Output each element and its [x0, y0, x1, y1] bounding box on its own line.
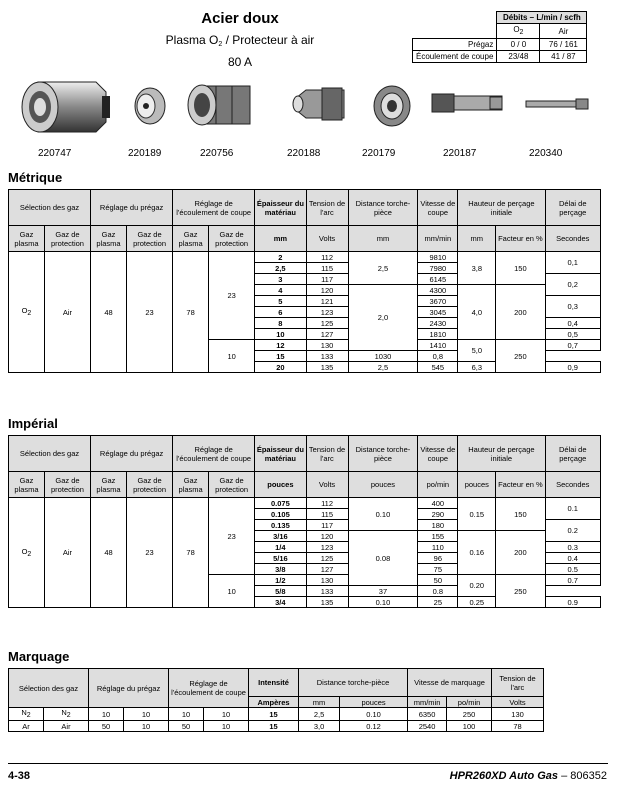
flow-col-o2-text: O [513, 25, 520, 34]
delay-cell: 0,4 [545, 318, 600, 329]
section-metric-title: Métrique [8, 170, 63, 185]
flow-cell: 23/48 [497, 51, 540, 63]
sub-unit: pouces [458, 472, 496, 498]
cell: 10 [169, 708, 204, 721]
height-cell: 0.25 [458, 597, 496, 608]
voltage-cell: 117 [306, 520, 348, 531]
voltage-cell: 133 [306, 351, 348, 362]
distance-cell: 0.10 [348, 498, 418, 531]
cell: 0.12 [340, 721, 408, 732]
cell: 10 [89, 708, 124, 721]
page-title: Acier doux [201, 10, 279, 27]
sub-gpr: Gaz de protection [126, 226, 172, 252]
swirl-ring-icon [370, 84, 414, 128]
thickness-cell: 1/2 [255, 575, 306, 586]
preflow-plasma: 48 [91, 252, 127, 373]
section-imperial-title: Impérial [8, 416, 58, 431]
hdr-gas-selection: Sélection des gaz [9, 669, 89, 708]
sub-unit: Secondes [545, 472, 600, 498]
part-number: 220188 [287, 148, 321, 159]
hdr-thickness: Épaisseur du matériau [255, 436, 306, 472]
cell: 15 [249, 721, 299, 732]
cell: 50 [89, 721, 124, 732]
flow-blank2 [413, 24, 497, 39]
voltage-cell: 112 [306, 252, 348, 263]
cutflow-shield: 23 [209, 252, 255, 340]
gas-plasma [9, 498, 45, 608]
gas-sub: 2 [26, 712, 31, 719]
hdr-cut-speed: Vitesse de coupe [418, 190, 458, 226]
voltage-cell: 130 [306, 575, 348, 586]
speed-cell: 25 [418, 597, 458, 608]
sub-unit: mm [458, 226, 496, 252]
thickness-cell: 0.105 [255, 509, 306, 520]
height-cell: 5,0 [458, 340, 496, 362]
hdr-preflow: Réglage du prégaz [89, 669, 169, 708]
sub-unit: Facteur en % [496, 472, 545, 498]
height-cell: 0.16 [458, 531, 496, 575]
flow-col-o2-sub: 2 [519, 29, 524, 36]
gas-plasma [9, 721, 44, 732]
doc-number: 806352 [570, 770, 607, 782]
sub-unit: po/min [418, 472, 458, 498]
metric-table [8, 189, 601, 373]
voltage-cell: 123 [306, 307, 348, 318]
part-number: 220747 [38, 148, 72, 159]
thickness-cell: 10 [255, 329, 306, 340]
cell: 2,5 [299, 708, 340, 721]
gas-shield [44, 721, 89, 732]
thickness-cell: 5/8 [255, 586, 306, 597]
thickness-cell: 0.075 [255, 498, 306, 509]
gas-shield: Air [44, 498, 90, 608]
flow-header: Débits – L/min / scfh [497, 12, 587, 24]
cell: 2540 [408, 721, 447, 732]
cell: 50 [169, 721, 204, 732]
gas-sub: 2 [27, 310, 32, 317]
thickness-cell: 2,5 [255, 263, 306, 274]
hdr-cutflow: Réglage de l'écoulement de coupe [173, 190, 255, 226]
thickness-cell: 5 [255, 296, 306, 307]
speed-cell: 4300 [418, 285, 458, 296]
document-reference [450, 770, 607, 782]
delay-cell: 0,7 [545, 340, 600, 351]
sub-gp: Gaz plasma [91, 472, 127, 498]
cell: 6350 [408, 708, 447, 721]
delay-cell: 0.2 [545, 520, 600, 542]
sub-unit: mm [255, 226, 306, 252]
sub-gp: Gaz plasma [9, 472, 45, 498]
sub-unit: Volts [492, 697, 544, 708]
speed-cell: 1030 [348, 351, 418, 362]
cell: 10 [124, 708, 169, 721]
gas-text: O [21, 546, 28, 556]
cutflow-shield: 10 [209, 575, 255, 608]
speed-cell: 290 [418, 509, 458, 520]
delay-cell: 0.5 [545, 564, 600, 575]
sub-gpr: Gaz de protection [126, 472, 172, 498]
sub-unit: Volts [306, 472, 348, 498]
factor-cell: 250 [496, 340, 545, 373]
voltage-cell: 130 [306, 340, 348, 351]
electrode-icon [428, 88, 506, 118]
gas-text: O [21, 306, 28, 315]
speed-cell: 75 [418, 564, 458, 575]
flow-row-label: Prégaz [413, 39, 497, 51]
hdr-amperage: Intensité [249, 669, 299, 697]
sub-gpr: Gaz de protection [209, 226, 255, 252]
speed-cell: 3670 [418, 296, 458, 307]
hdr-cut-speed: Vitesse de coupe [418, 436, 458, 472]
sub-gp: Gaz plasma [9, 226, 45, 252]
flow-rates-table [412, 11, 587, 63]
sub-unit: Facteur en % [496, 226, 545, 252]
cell: 0.10 [340, 708, 408, 721]
speed-cell: 50 [418, 575, 458, 586]
distance-cell: 0.08 [348, 531, 418, 586]
product-name: HPR260XD Auto Gas [449, 770, 559, 782]
part-number: 220756 [200, 148, 234, 159]
hdr-torch-distance: Distance torche-pièce [299, 669, 408, 697]
speed-cell: 1410 [418, 340, 458, 351]
thickness-cell: 1/4 [255, 542, 306, 553]
delay-cell: 0,5 [545, 329, 600, 340]
delay-cell: 0,9 [545, 362, 600, 373]
voltage-cell: 127 [306, 329, 348, 340]
cell: 250 [447, 708, 492, 721]
hdr-pierce-delay: Délai de perçage [545, 190, 600, 226]
distance-cell: 0.10 [348, 597, 418, 608]
hdr-thickness: Épaisseur du matériau [255, 190, 306, 226]
delay-cell: 0.3 [545, 542, 600, 553]
thickness-cell: 3 [255, 274, 306, 285]
gas-shield [44, 708, 89, 721]
delay-cell: 0.4 [545, 553, 600, 564]
voltage-cell: 127 [306, 564, 348, 575]
voltage-cell: 123 [306, 542, 348, 553]
process-shield: / Protecteur à air [222, 33, 315, 47]
hdr-pierce-delay: Délai de perçage [545, 436, 600, 472]
speed-cell: 6145 [418, 274, 458, 285]
shield-icon [132, 86, 168, 126]
flow-row-label: Écoulement de coupe [413, 51, 497, 63]
part-number: 220179 [362, 148, 396, 159]
hdr-torch-distance: Distance torche-pièce [348, 436, 418, 472]
delay-cell: 0.9 [545, 597, 600, 608]
hdr-arc-voltage: Tension de l'arc [306, 436, 348, 472]
cell: 10 [204, 721, 249, 732]
factor-cell: 250 [496, 575, 545, 608]
cell: 10 [204, 708, 249, 721]
voltage-cell: 115 [306, 509, 348, 520]
thickness-cell: 20 [255, 362, 306, 373]
hdr-marking-speed: Vitesse de marquage [408, 669, 492, 697]
speed-cell: 96 [418, 553, 458, 564]
hdr-cutflow: Réglage de l'écoulement de coupe [169, 669, 249, 708]
section-marking-title: Marquage [8, 649, 70, 664]
cell: 10 [124, 721, 169, 732]
hdr-torch-distance: Distance torche-pièce [348, 190, 418, 226]
thickness-cell: 3/4 [255, 597, 306, 608]
delay-cell: 0,2 [545, 274, 600, 296]
cell: 3,0 [299, 721, 340, 732]
height-cell: 4,0 [458, 285, 496, 340]
factor-cell: 150 [496, 252, 545, 285]
hdr-preflow: Réglage du prégaz [91, 436, 173, 472]
preflow-plasma: 48 [91, 498, 127, 608]
voltage-cell: 121 [306, 296, 348, 307]
voltage-cell: 133 [306, 586, 348, 597]
hdr-pierce-height: Hauteur de perçage initiale [458, 436, 545, 472]
speed-cell: 1810 [418, 329, 458, 340]
hdr-cutflow: Réglage de l'écoulement de coupe [173, 436, 255, 472]
cell: 78 [492, 721, 544, 732]
delay-cell: 0,8 [418, 351, 458, 362]
amperage: 80 A [227, 55, 253, 69]
sub-unit: mm/min [418, 226, 458, 252]
sub-gpr: Gaz de protection [209, 472, 255, 498]
sub-unit: Secondes [545, 226, 600, 252]
delay-cell: 0.8 [418, 586, 458, 597]
voltage-cell: 135 [306, 362, 348, 373]
sub-unit: pouces [348, 472, 418, 498]
cell: 130 [492, 708, 544, 721]
gas-plasma [9, 252, 45, 373]
distance-cell: 2,5 [348, 252, 418, 285]
speed-cell: 9810 [418, 252, 458, 263]
voltage-cell: 117 [306, 274, 348, 285]
delay-cell: 0.7 [545, 575, 600, 586]
cutflow-shield: 23 [209, 498, 255, 575]
water-tube-icon [522, 96, 592, 112]
part-number: 220340 [529, 148, 563, 159]
height-cell: 0.20 [458, 575, 496, 597]
process-gas: Plasma O [165, 33, 219, 47]
gas-text: Ar [22, 721, 30, 731]
flow-col-air: Air [540, 24, 587, 39]
flow-cell: 41 / 87 [540, 51, 587, 63]
thickness-cell: 2 [255, 252, 306, 263]
flow-cell: 0 / 0 [497, 39, 540, 51]
voltage-cell: 115 [306, 263, 348, 274]
speed-cell: 545 [418, 362, 458, 373]
voltage-cell: 120 [306, 531, 348, 542]
gas-sub: 2 [27, 550, 32, 558]
sub-gpr: Gaz de protection [44, 226, 90, 252]
voltage-cell: 135 [306, 597, 348, 608]
footer-divider [8, 763, 608, 764]
gas-shield: Air [44, 252, 90, 373]
flow-col-o2 [497, 24, 540, 39]
cell: 100 [447, 721, 492, 732]
flow-blank [413, 12, 497, 24]
factor-cell: 200 [496, 531, 545, 575]
sub-gp: Gaz plasma [91, 226, 127, 252]
speed-cell: 110 [418, 542, 458, 553]
speed-cell: 180 [418, 520, 458, 531]
voltage-cell: 112 [306, 498, 348, 509]
speed-cell: 2430 [418, 318, 458, 329]
hdr-arc-voltage: Tension de l'arc [492, 669, 544, 697]
gas-sub: 2 [66, 712, 71, 719]
speed-cell: 3045 [418, 307, 458, 318]
imperial-table [8, 435, 601, 608]
page-title-block [150, 10, 330, 70]
thickness-cell: 3/8 [255, 564, 306, 575]
factor-cell: 150 [496, 498, 545, 531]
height-cell: 6,3 [458, 362, 496, 373]
cell: 15 [249, 708, 299, 721]
cutflow-plasma: 78 [173, 498, 209, 608]
sub-unit: po/min [447, 697, 492, 708]
thickness-cell: 4 [255, 285, 306, 296]
page-number: 4-38 [8, 770, 31, 782]
speed-cell: 7980 [418, 263, 458, 274]
thickness-cell: 15 [255, 351, 306, 362]
speed-cell: 400 [418, 498, 458, 509]
speed-cell: 155 [418, 531, 458, 542]
consumable-parts [10, 62, 610, 162]
sub-unit: mm/min [408, 697, 447, 708]
thickness-cell: 6 [255, 307, 306, 318]
voltage-cell: 125 [306, 553, 348, 564]
hdr-pierce-height: Hauteur de perçage initiale [458, 190, 545, 226]
hdr-gas-selection: Sélection des gaz [9, 190, 91, 226]
process-subtitle [150, 31, 330, 54]
sub-gp: Gaz plasma [173, 226, 209, 252]
height-cell: 3,8 [458, 252, 496, 285]
sub-unit: Ampères [249, 697, 299, 708]
marking-table [8, 668, 544, 732]
gas-plasma [9, 708, 44, 721]
hdr-preflow: Réglage du prégaz [91, 190, 173, 226]
flow-cell: 76 / 161 [540, 39, 587, 51]
preflow-shield: 23 [126, 498, 172, 608]
delay-cell: 0.1 [545, 498, 600, 520]
nozzle-retaining-cap-icon [186, 80, 256, 130]
sub-unit: mm [348, 226, 418, 252]
sub-unit: Volts [306, 226, 348, 252]
retaining-cap-icon [18, 74, 113, 136]
delay-cell: 0,3 [545, 296, 600, 318]
distance-cell: 2,5 [348, 362, 418, 373]
factor-cell: 200 [496, 285, 545, 340]
thickness-cell: 12 [255, 340, 306, 351]
part-number: 220187 [443, 148, 477, 159]
speed-cell: 37 [348, 586, 418, 597]
cutflow-plasma: 78 [173, 252, 209, 373]
sub-gpr: Gaz de protection [44, 472, 90, 498]
distance-cell: 2,0 [348, 285, 418, 351]
cutflow-shield: 10 [209, 340, 255, 373]
preflow-shield: 23 [126, 252, 172, 373]
gas-text: N [61, 708, 67, 717]
gas-text: Air [61, 721, 71, 731]
voltage-cell: 125 [306, 318, 348, 329]
part-number: 220189 [128, 148, 162, 159]
gas-text: N [21, 708, 27, 717]
sub-unit: pouces [255, 472, 306, 498]
nozzle-icon [290, 80, 350, 128]
delay-cell: 0,1 [545, 252, 600, 274]
process-gas-sub: 2 [218, 41, 223, 48]
dash: – [561, 770, 568, 782]
thickness-cell: 3/16 [255, 531, 306, 542]
height-cell: 0.15 [458, 498, 496, 531]
voltage-cell: 120 [306, 285, 348, 296]
sub-unit: pouces [340, 697, 408, 708]
thickness-cell: 5/16 [255, 553, 306, 564]
hdr-arc-voltage: Tension de l'arc [306, 190, 348, 226]
thickness-cell: 0.135 [255, 520, 306, 531]
sub-unit: mm [299, 697, 340, 708]
sub-gp: Gaz plasma [173, 472, 209, 498]
thickness-cell: 8 [255, 318, 306, 329]
hdr-gas-selection: Sélection des gaz [9, 436, 91, 472]
